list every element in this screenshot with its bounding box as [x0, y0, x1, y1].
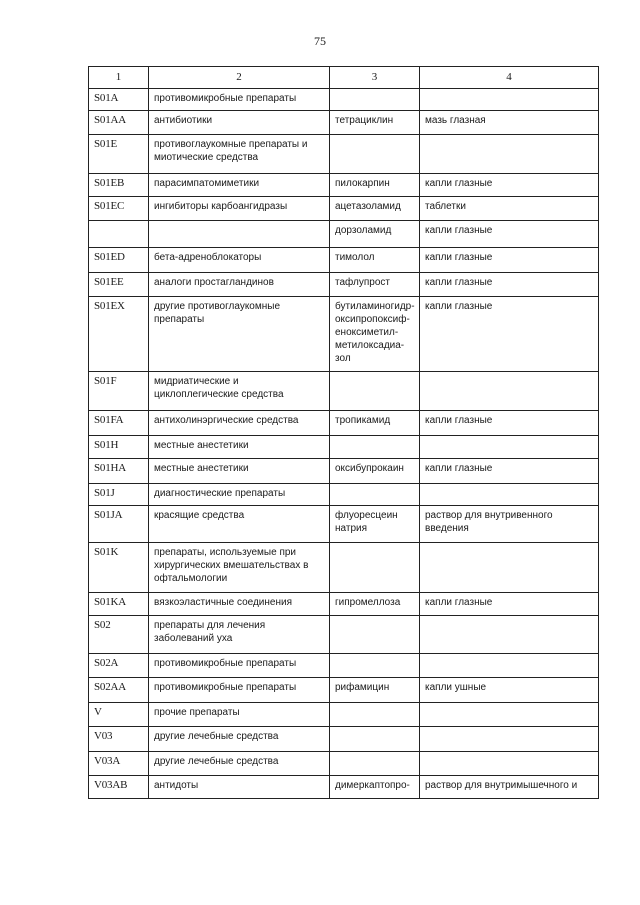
table-row: [89, 506, 599, 543]
substance-cell: тафлупрост: [330, 273, 420, 297]
dosage-form-cell: раствор для внутривенного введения: [420, 506, 599, 543]
group-name-cell: противомикробные препараты: [149, 654, 330, 678]
dosage-form-cell: раствор для внутримышечного и: [420, 776, 599, 799]
group-name-cell: препараты, используемые при хирургических вмешательствах в офтальмологии: [149, 543, 330, 593]
table-row: [89, 89, 599, 111]
column-header-1: 1: [89, 67, 149, 89]
atc-code-cell: S01JA: [89, 506, 149, 543]
atc-code-cell: S01EC: [89, 197, 149, 221]
group-name-cell: красящие средства: [149, 506, 330, 543]
dosage-form-cell: капли глазные: [420, 174, 599, 197]
group-name-cell: противоглаукомные препараты и миотические средства: [149, 135, 330, 174]
group-name-cell: ингибиторы карбоангидразы: [149, 197, 330, 221]
atc-code-cell: V: [89, 703, 149, 727]
table-row: [89, 411, 599, 436]
dosage-form-cell: [420, 372, 599, 411]
dosage-form-cell: капли глазные: [420, 248, 599, 273]
table-row: [89, 616, 599, 654]
substance-cell: оксибупрокаин: [330, 459, 420, 484]
group-name-cell: вязкоэластичные соединения: [149, 593, 330, 616]
table-row: [89, 703, 599, 727]
substance-cell: тимолол: [330, 248, 420, 273]
dosage-form-cell: [420, 727, 599, 752]
substance-cell: дорзоламид: [330, 221, 420, 248]
atc-code-cell: S01A: [89, 89, 149, 111]
table-row: [89, 111, 599, 135]
substance-cell: ацетазоламид: [330, 197, 420, 221]
substance-cell: [330, 89, 420, 111]
atc-code-cell: S01EE: [89, 273, 149, 297]
substance-cell: [330, 135, 420, 174]
dosage-form-cell: [420, 616, 599, 654]
dosage-form-cell: таблетки: [420, 197, 599, 221]
table-row: [89, 678, 599, 703]
table-row: [89, 135, 599, 174]
substance-cell: бутиламиногидр- оксипропоксиф- еноксиметил- метилоксадиа- зол: [330, 297, 420, 372]
group-name-cell: другие противоглаукомные препараты: [149, 297, 330, 372]
group-name-cell: диагностические препараты: [149, 484, 330, 506]
group-name-cell: бета-адреноблокаторы: [149, 248, 330, 273]
atc-code-cell: S02AA: [89, 678, 149, 703]
atc-code-cell: V03: [89, 727, 149, 752]
group-name-cell: антибиотики: [149, 111, 330, 135]
dosage-form-cell: капли глазные: [420, 297, 599, 372]
dosage-form-cell: [420, 436, 599, 459]
dosage-form-cell: [420, 543, 599, 593]
table-body: [89, 89, 599, 799]
substance-cell: [330, 654, 420, 678]
atc-code-cell: S01EX: [89, 297, 149, 372]
group-name-cell: другие лечебные средства: [149, 727, 330, 752]
group-name-cell: препараты для лечения заболеваний уха: [149, 616, 330, 654]
atc-code-cell: S01KA: [89, 593, 149, 616]
table-row: [89, 297, 599, 372]
substance-cell: [330, 616, 420, 654]
group-name-cell: аналоги простагландинов: [149, 273, 330, 297]
group-name-cell: другие лечебные средства: [149, 752, 330, 776]
substance-cell: флуоресцеин натрия: [330, 506, 420, 543]
substance-cell: [330, 372, 420, 411]
table-row: [89, 727, 599, 752]
dosage-form-cell: [420, 135, 599, 174]
dosage-form-cell: [420, 654, 599, 678]
table-row: [89, 459, 599, 484]
dosage-form-cell: капли глазные: [420, 221, 599, 248]
dosage-form-cell: капли ушные: [420, 678, 599, 703]
dosage-form-cell: [420, 89, 599, 111]
atc-code-cell: S02: [89, 616, 149, 654]
group-name-cell: противомикробные препараты: [149, 89, 330, 111]
table-row: [89, 248, 599, 273]
dosage-form-cell: [420, 484, 599, 506]
atc-code-cell: S01E: [89, 135, 149, 174]
group-name-cell: противомикробные препараты: [149, 678, 330, 703]
atc-code-cell: S02A: [89, 654, 149, 678]
dosage-form-cell: [420, 752, 599, 776]
atc-code-cell: S01FA: [89, 411, 149, 436]
dosage-form-cell: капли глазные: [420, 273, 599, 297]
table-row: [89, 654, 599, 678]
group-name-cell: мидриатические и циклоплегические средства: [149, 372, 330, 411]
atc-code-cell: V03A: [89, 752, 149, 776]
substance-cell: [330, 703, 420, 727]
substance-cell: тетрациклин: [330, 111, 420, 135]
group-name-cell: местные анестетики: [149, 459, 330, 484]
atc-code-cell: S01HA: [89, 459, 149, 484]
substance-cell: [330, 752, 420, 776]
table-row: [89, 543, 599, 593]
table-row: [89, 372, 599, 411]
substance-cell: [330, 484, 420, 506]
table-row: [89, 197, 599, 221]
substance-cell: гипромеллоза: [330, 593, 420, 616]
atc-code-cell: [89, 221, 149, 248]
substance-cell: [330, 436, 420, 459]
substance-cell: [330, 727, 420, 752]
atc-code-cell: S01AA: [89, 111, 149, 135]
atc-code-cell: S01F: [89, 372, 149, 411]
atc-code-cell: V03AB: [89, 776, 149, 799]
dosage-form-cell: [420, 703, 599, 727]
atc-code-cell: S01H: [89, 436, 149, 459]
table-row: [89, 484, 599, 506]
group-name-cell: парасимпатомиметики: [149, 174, 330, 197]
table-row: [89, 752, 599, 776]
atc-code-cell: S01EB: [89, 174, 149, 197]
dosage-form-cell: капли глазные: [420, 411, 599, 436]
column-header-4: 4: [420, 67, 599, 89]
substance-cell: [330, 543, 420, 593]
substance-cell: пилокарпин: [330, 174, 420, 197]
group-name-cell: [149, 221, 330, 248]
table-row: [89, 221, 599, 248]
group-name-cell: местные анестетики: [149, 436, 330, 459]
table-row: [89, 273, 599, 297]
column-header-2: 2: [149, 67, 330, 89]
table-row: [89, 776, 599, 799]
table-row: [89, 436, 599, 459]
substance-cell: тропикамид: [330, 411, 420, 436]
dosage-form-cell: мазь глазная: [420, 111, 599, 135]
dosage-form-cell: капли глазные: [420, 459, 599, 484]
group-name-cell: антидоты: [149, 776, 330, 799]
table-header-row: [89, 67, 599, 89]
substance-cell: рифамицин: [330, 678, 420, 703]
atc-code-cell: S01K: [89, 543, 149, 593]
column-header-3: 3: [330, 67, 420, 89]
table-row: [89, 174, 599, 197]
group-name-cell: антихолинэргические средства: [149, 411, 330, 436]
table-row: [89, 593, 599, 616]
dosage-form-cell: капли глазные: [420, 593, 599, 616]
substance-cell: димеркаптопро-: [330, 776, 420, 799]
drug-table: [88, 66, 599, 799]
group-name-cell: прочие препараты: [149, 703, 330, 727]
atc-code-cell: S01J: [89, 484, 149, 506]
atc-code-cell: S01ED: [89, 248, 149, 273]
page-number: 75: [314, 34, 326, 48]
